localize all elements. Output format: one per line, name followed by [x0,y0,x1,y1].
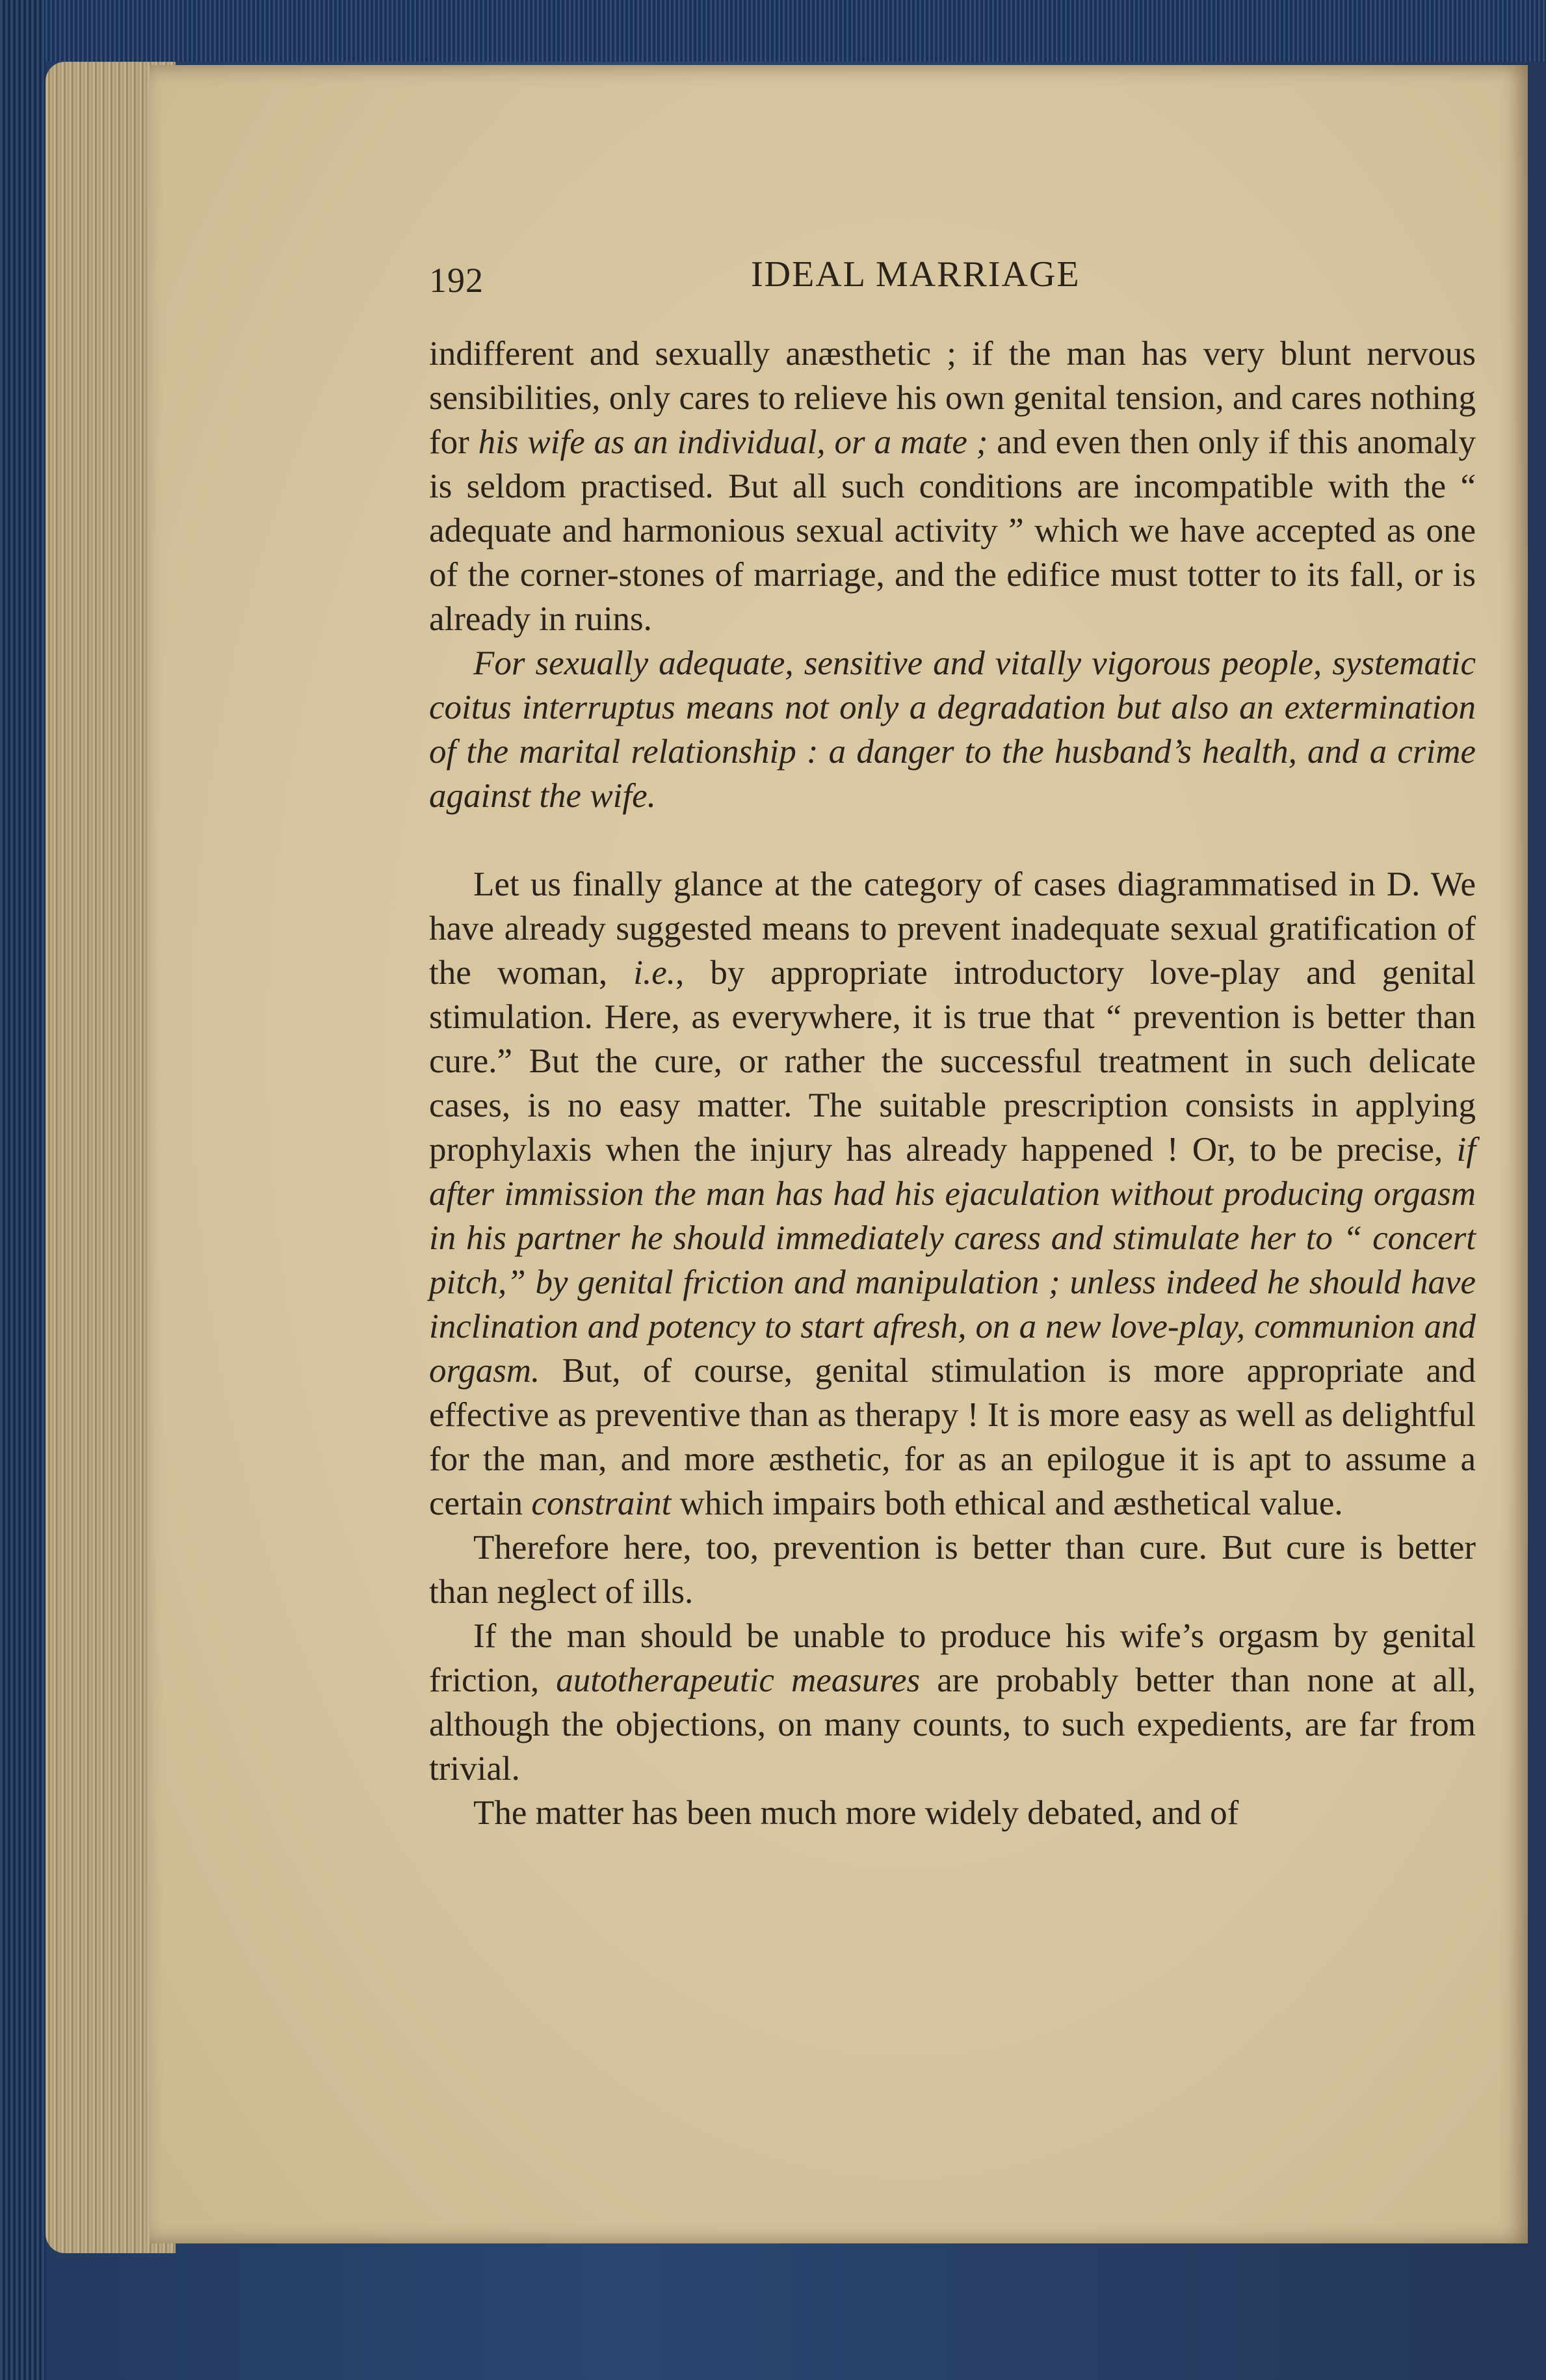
page-header [429,254,1476,306]
text-run: are probably better than none at all, although the objections, on many counts, to such expedients, are far from trivial. [429,1661,1476,1788]
paragraph-3 [429,862,1476,1526]
paragraph-4: Therefore here, too, prevention is better than cure. But cure is better than neglect of ills. [429,1529,1476,1611]
text-run: But, of course, genital stimulation is more appropriate and effective as preventive than as therapy ! It is more easy as well as delightful for the man, and more æsthetic, for as an epilogue it is apt to assume a certain [429,1352,1476,1522]
text-run: and even then only if this anomaly is seldom practised. But all such conditions are incompatible with the “ adequate and harmonious sexual activity ” which we have accepted as one of the corner-stones of marriage, and the edifice must totter to its fall, or is already in ruins. [429,423,1476,638]
text-run: , by appropriate introductory love-play and genital stimulation. Here, as everywhere, it is true that “ prevention is better than cure.” But the cure, or rather the successful treatment in such delicate cases, is no easy matter. The suitable prescription consists in applying prophylaxis when the injury has already happened ! Or, to be precise, [429,954,1476,1169]
emphasis-run: his wife as an individual, or a mate ; [478,423,988,461]
emphasis-run: if after immission the man has had his ejaculation without producing orgasm in his partner he should immediately caress and stimulate her to “ concert pitch,” by genital friction and manipulation ; unless indeed he should have inclination and potency to start afresh, on a new love-play, communion and orgasm. [429,1131,1476,1390]
page-number: 192 [429,261,484,300]
paragraph-2: For sexually adequate, sensitive and vitally vigorous people, systematic coitus interruptus means not only a degradation but also an extermination of the marital relationship : a danger to the husband’s health, and a crime against the wife. [429,644,1476,815]
text-run: indifferent and sexually anæsthetic ; if the man has very blunt nervous sensibilities, only cares to relieve his own genital tension, and cares nothing for [429,335,1476,461]
emphasis-run: i.e. [633,954,675,992]
emphasis-run: autotherapeutic measures [556,1661,921,1699]
cover-cloth-top [0,0,1546,62]
emphasis-run: constraint [531,1485,672,1522]
cover-cloth-left [0,0,46,2380]
text-run: If the man should be unable to produce his wife’s orgasm by genital friction, [429,1617,1476,1699]
running-title: IDEAL MARRIAGE [751,254,1081,295]
text-run: which impairs both ethical and æsthetical value. [671,1485,1343,1522]
paragraph-5 [429,1614,1476,1791]
body-text [429,332,1476,1835]
paragraph-1 [429,332,1476,641]
paragraph-6: The matter has been much more widely debated, and of [473,1794,1239,1832]
text-run: Let us finally glance at the category of cases diagrammatised in D. We have already suggested means to prevent inadequate sexual gratification of the woman, [429,866,1476,992]
